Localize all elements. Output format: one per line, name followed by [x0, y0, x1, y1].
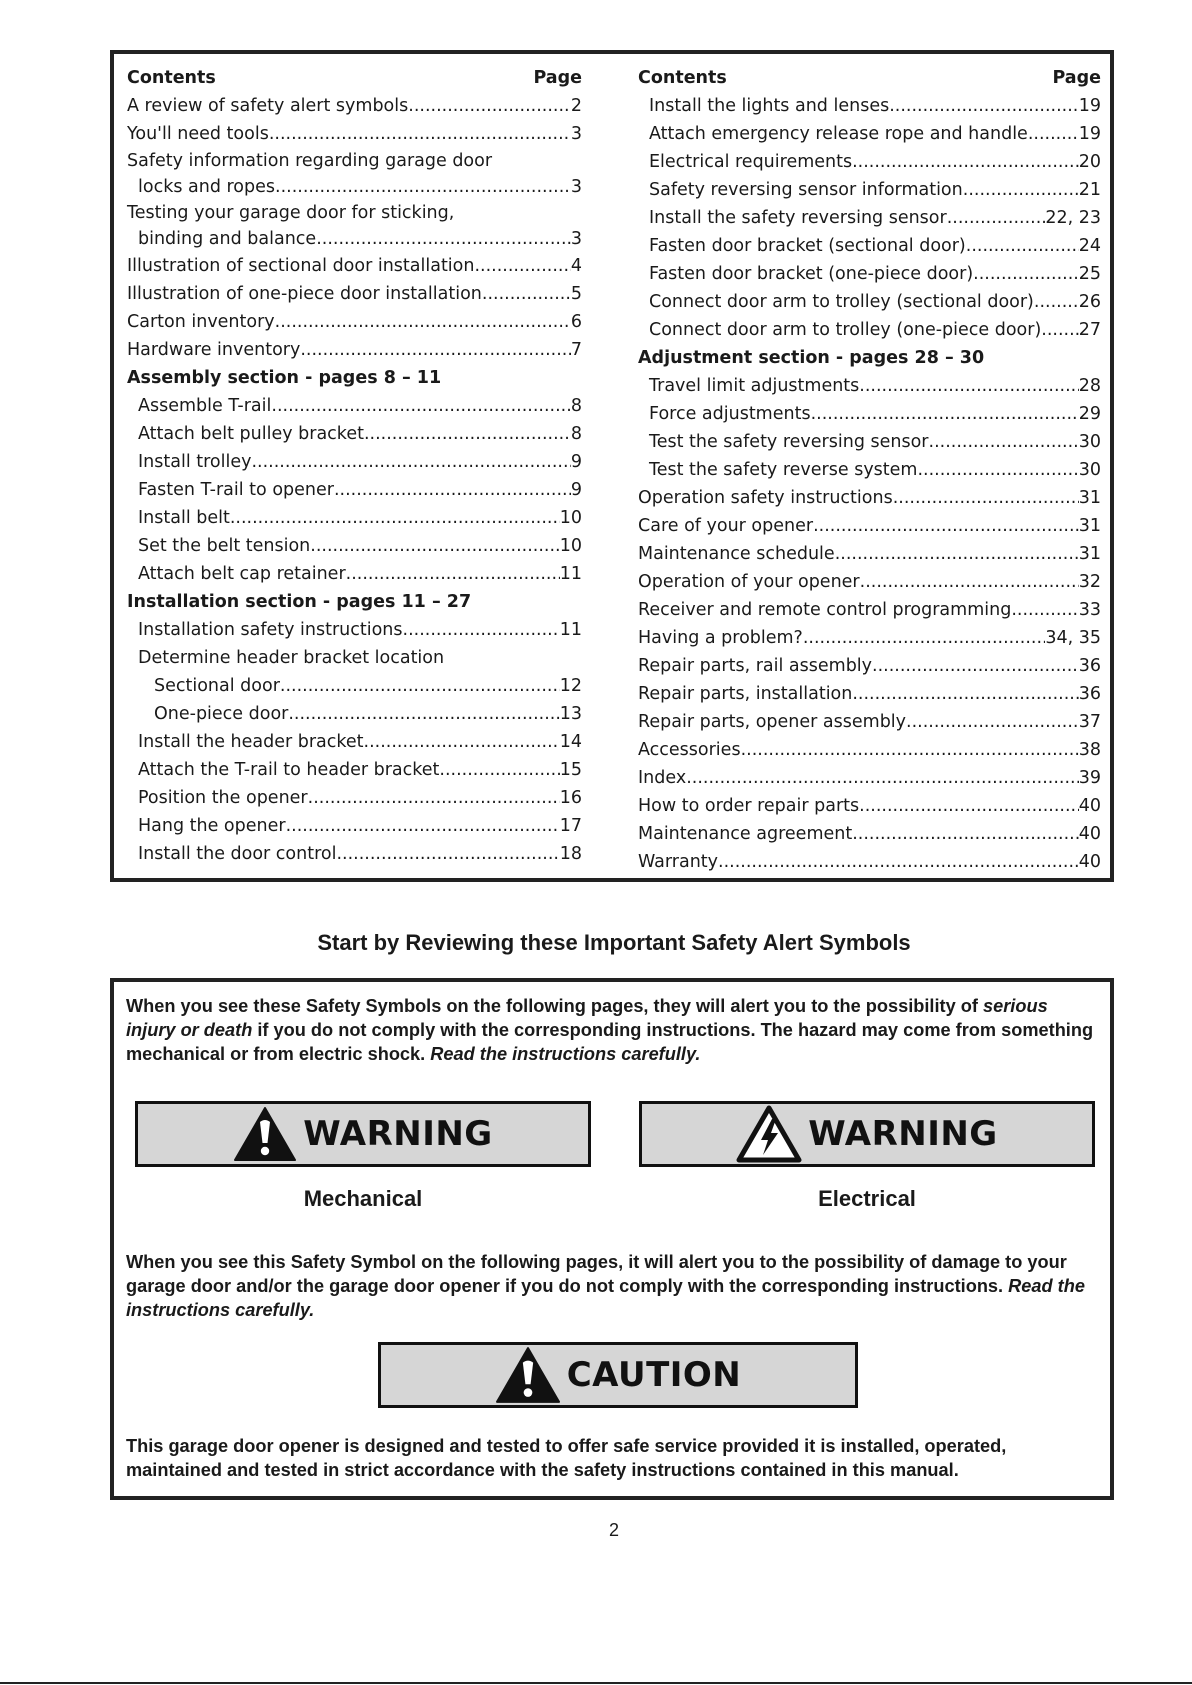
leader-dots	[439, 756, 559, 784]
toc-entry-title: Operation safety instructions	[638, 488, 893, 508]
toc-entry-page: 40	[1078, 824, 1101, 844]
safety-closing-paragraph: This garage door opener is designed and tested to offer safe service provided it is installed, operated, maintained and tested in strict accordance with the safety instructions contained in this manual.	[126, 1436, 1007, 1480]
toc-entry-page: 10	[559, 536, 582, 556]
caution-sign	[378, 1342, 858, 1408]
toc-entry	[127, 756, 582, 784]
contents-heading: Contents	[638, 68, 727, 88]
toc-entry-title: Hardware inventory	[127, 340, 301, 360]
toc-entry-title: Electrical requirements	[649, 152, 853, 172]
toc-entry	[127, 560, 582, 588]
toc-entry-page: 19	[1078, 124, 1101, 144]
toc-entry-page: 10	[559, 508, 582, 528]
toc-entry-page: 8	[570, 424, 582, 444]
toc-entry-page: 7	[570, 340, 582, 360]
toc-entry-page: 14	[559, 732, 582, 752]
leader-dots	[334, 476, 571, 504]
toc-entry	[127, 532, 582, 560]
toc-entry	[638, 652, 1101, 680]
mechanical-label: Mechanical	[303, 1186, 423, 1211]
toc-entry	[127, 812, 582, 840]
toc-entry-title: Attach emergency release rope and handle	[649, 124, 1028, 144]
toc-entry-page: 2	[570, 96, 582, 116]
toc-entry-title-continued: binding and balance	[138, 229, 317, 249]
toc-entry	[638, 120, 1101, 148]
toc-entry-title: Attach belt pulley bracket	[138, 424, 364, 444]
leader-dots	[230, 504, 560, 532]
toc-entry-title: Warranty	[638, 852, 719, 872]
toc-entry	[127, 784, 582, 812]
leader-dots	[300, 336, 571, 364]
leader-dots	[741, 736, 1079, 764]
contents-heading: Contents	[127, 68, 216, 88]
toc-entry	[127, 644, 582, 672]
toc-entry	[127, 252, 582, 280]
toc-entry-page: 29	[1078, 404, 1101, 424]
leader-dots	[947, 204, 1046, 232]
leader-dots	[288, 700, 559, 728]
toc-entry-title: Test the safety reversing sensor	[649, 432, 929, 452]
caution-word: CAUTION	[566, 1355, 742, 1395]
toc-entry	[127, 420, 582, 448]
contents-box	[110, 50, 1114, 882]
leader-dots	[859, 792, 1079, 820]
toc-entry	[638, 372, 1101, 400]
toc-entry-title: Repair parts, installation	[638, 684, 853, 704]
toc-entry-page: 20	[1078, 152, 1101, 172]
leader-dots	[408, 92, 571, 120]
toc-entry-page: 16	[559, 788, 582, 808]
toc-entry	[638, 820, 1101, 848]
toc-entry	[127, 148, 582, 200]
toc-entry-title: Receiver and remote control programming	[638, 600, 1012, 620]
toc-entry-title: Install the header bracket	[138, 732, 364, 752]
toc-entry-page: 37	[1078, 712, 1101, 732]
toc-entry	[638, 764, 1101, 792]
toc-entry-page: 19	[1078, 96, 1101, 116]
leader-dots	[973, 260, 1079, 288]
leader-dots	[718, 848, 1079, 876]
warning-electrical-sign	[639, 1101, 1095, 1167]
toc-entry-title: Hang the opener	[138, 816, 286, 836]
toc-entry-page: 24	[1078, 236, 1101, 256]
toc-entry-title: Install the lights and lenses	[649, 96, 890, 116]
toc-entry	[638, 316, 1101, 344]
toc-entry-page: 26	[1078, 292, 1101, 312]
toc-entry	[127, 392, 582, 420]
toc-entry-title: One-piece door	[154, 704, 289, 724]
toc-entry-title: You'll need tools	[127, 124, 269, 144]
toc-entry	[638, 736, 1101, 764]
page-number: 2	[608, 1520, 619, 1540]
toc-entry-title: Connect door arm to trolley (sectional door)	[649, 292, 1034, 312]
leader-dots	[859, 372, 1078, 400]
toc-entry-title: Install trolley	[138, 452, 252, 472]
leader-dots	[893, 484, 1079, 512]
leader-dots	[286, 812, 560, 840]
toc-entry-title: Installation safety instructions	[138, 620, 403, 640]
toc-entry-title: Travel limit adjustments	[649, 376, 860, 396]
toc-entry	[638, 288, 1101, 316]
toc-entry-page: 28	[1078, 376, 1101, 396]
leader-dots	[1041, 316, 1078, 344]
toc-entry-title: Install belt	[138, 508, 230, 528]
leader-dots	[1028, 120, 1079, 148]
toc-entry	[638, 344, 1101, 372]
leader-dots	[835, 540, 1079, 568]
toc-entry	[638, 484, 1101, 512]
toc-section-heading: Installation section - pages 11 – 27	[127, 592, 472, 612]
leader-dots	[1011, 596, 1078, 624]
toc-entry-title: Carton inventory	[127, 312, 275, 332]
toc-entry-title: Care of your opener	[638, 516, 814, 536]
toc-entry	[127, 308, 582, 336]
toc-entry-page: 34, 35	[1045, 628, 1101, 648]
leader-dots	[482, 280, 571, 308]
leader-dots	[803, 624, 1045, 652]
toc-entry	[638, 540, 1101, 568]
toc-entry-title: Accessories	[638, 740, 741, 760]
page-heading: Page	[533, 68, 582, 88]
leader-dots	[310, 532, 559, 560]
toc-entry	[127, 840, 582, 868]
toc-entry	[638, 848, 1101, 876]
toc-entry-page: 6	[570, 312, 582, 332]
safety-caution-paragraph	[126, 1250, 1101, 1322]
leader-dots	[811, 400, 1079, 428]
toc-entry-page: 5	[570, 284, 582, 304]
toc-entry-page: 38	[1078, 740, 1101, 760]
toc-entry	[638, 204, 1101, 232]
leader-dots	[889, 92, 1079, 120]
toc-entry-title: Attach belt cap retainer	[138, 564, 346, 584]
toc-entry-page: 31	[1078, 544, 1101, 564]
toc-entry	[127, 616, 582, 644]
toc-entry-page: 11	[559, 620, 582, 640]
exclamation-triangle-icon	[233, 1106, 297, 1162]
toc-entry	[638, 512, 1101, 540]
leader-dots	[275, 308, 571, 336]
toc-entry-title: Index	[638, 768, 687, 788]
toc-entry	[127, 364, 582, 392]
leader-dots	[269, 120, 571, 148]
leader-dots	[929, 428, 1079, 456]
safety-intro-paragraph	[126, 994, 1101, 1066]
leader-dots	[403, 616, 560, 644]
leader-dots	[813, 512, 1079, 540]
toc-entry-page: 40	[1078, 852, 1101, 872]
toc-entry-page: 13	[559, 704, 582, 724]
toc-entry-page: 3	[570, 229, 582, 249]
toc-entry-page: 22, 23	[1045, 208, 1101, 228]
leader-dots	[316, 226, 571, 252]
toc-entry-title: Maintenance agreement	[638, 824, 853, 844]
warning-word: WARNING	[808, 1114, 998, 1154]
leader-dots	[275, 174, 571, 200]
toc-entry-page: 15	[559, 760, 582, 780]
toc-entry-page: 9	[570, 480, 582, 500]
para-text: if you do not comply with the corresponding instructions. The hazard may come from something mechanical or from electric shock.	[126, 1020, 1094, 1064]
para-emphasis: Read the instructions carefully.	[126, 1276, 1085, 1320]
toc-entry	[638, 148, 1101, 176]
toc-entry-page: 40	[1078, 796, 1101, 816]
toc-entry	[638, 596, 1101, 624]
toc-entry-title-continued: locks and ropes	[138, 177, 276, 197]
safety-box	[110, 978, 1114, 1500]
toc-entry	[127, 728, 582, 756]
toc-entry	[127, 700, 582, 728]
toc-entry	[638, 624, 1101, 652]
toc-entry-page: 32	[1078, 572, 1101, 592]
toc-entry-title: Position the opener	[138, 788, 308, 808]
toc-entry-page: 21	[1078, 180, 1101, 200]
toc-entry-title: Install the safety reversing sensor	[649, 208, 947, 228]
leader-dots	[1034, 288, 1079, 316]
toc-entry	[127, 448, 582, 476]
toc-entry-page: 8	[570, 396, 582, 416]
contents-header	[638, 64, 1101, 92]
toc-entry	[127, 504, 582, 532]
toc-entry-title: Safety reversing sensor information	[649, 180, 963, 200]
toc-entry-title: Attach the T-rail to header bracket	[138, 760, 440, 780]
lightning-triangle-icon	[736, 1105, 802, 1163]
toc-entry-title: Sectional door	[154, 676, 280, 696]
toc-entry-page: 33	[1078, 600, 1101, 620]
toc-entry	[127, 92, 582, 120]
toc-entry-title: Force adjustments	[649, 404, 811, 424]
toc-entry	[127, 588, 582, 616]
contents-column-right	[638, 64, 1101, 876]
leader-dots	[336, 840, 559, 868]
leader-dots	[872, 652, 1079, 680]
para-emphasis: Read the instructions carefully.	[430, 1044, 701, 1064]
toc-entry-title: Fasten door bracket (sectional door)	[649, 236, 966, 256]
toc-entry	[127, 200, 582, 252]
toc-section-heading: Adjustment section - pages 28 – 30	[638, 348, 985, 368]
leader-dots	[346, 560, 560, 588]
leader-dots	[852, 820, 1079, 848]
toc-entry	[638, 232, 1101, 260]
toc-entry-page: 36	[1078, 684, 1101, 704]
toc-entry-page: 31	[1078, 488, 1101, 508]
electrical-label: Electrical	[818, 1186, 916, 1211]
toc-entry-title: Determine header bracket location	[138, 648, 445, 668]
leader-dots	[860, 568, 1079, 596]
toc-entry-page: 36	[1078, 656, 1101, 676]
toc-entry-title: Operation of your opener	[638, 572, 860, 592]
toc-entry-title: Connect door arm to trolley (one-piece door)	[649, 320, 1042, 340]
leader-dots	[364, 420, 571, 448]
toc-entry	[127, 672, 582, 700]
toc-entry-title: Repair parts, rail assembly	[638, 656, 873, 676]
toc-entry-title: Assemble T-rail	[138, 396, 272, 416]
toc-entry-title: Having a problem?	[638, 628, 803, 648]
toc-entry-title: Set the belt tension	[138, 536, 311, 556]
toc-entry	[638, 428, 1101, 456]
toc-entry	[638, 260, 1101, 288]
leader-dots	[917, 456, 1078, 484]
toc-entry-page: 9	[570, 452, 582, 472]
leader-dots	[251, 448, 570, 476]
para-text: When you see these Safety Symbols on the following pages, they will alert you to the possibility of	[126, 996, 983, 1016]
toc-entry-page: 17	[559, 816, 582, 836]
para-emphasis: serious injury or death	[126, 996, 1048, 1040]
toc-entry-title: Safety information regarding garage door	[127, 151, 493, 171]
toc-entry	[127, 280, 582, 308]
leader-dots	[364, 728, 560, 756]
leader-dots	[474, 252, 570, 280]
leader-dots	[963, 176, 1079, 204]
toc-entry	[127, 476, 582, 504]
toc-entry-page: 3	[570, 124, 582, 144]
toc-entry-title: Test the safety reverse system	[649, 460, 918, 480]
toc-entry-page: 39	[1078, 768, 1101, 788]
toc-entry-page: 3	[570, 177, 582, 197]
toc-entry-title: A review of safety alert symbols	[127, 96, 409, 116]
toc-entry-title: Fasten T-rail to opener	[138, 480, 334, 500]
toc-entry	[638, 568, 1101, 596]
toc-entry-page: 27	[1078, 320, 1101, 340]
leader-dots	[308, 784, 560, 812]
toc-entry-page: 11	[559, 564, 582, 584]
leader-dots	[966, 232, 1079, 260]
leader-dots	[906, 708, 1079, 736]
toc-entry-page: 18	[559, 844, 582, 864]
toc-entry-page: 25	[1078, 264, 1101, 284]
toc-entry-title: Illustration of sectional door installation	[127, 256, 475, 276]
page-heading: Page	[1052, 68, 1101, 88]
toc-entry-page: 12	[559, 676, 582, 696]
toc-entry	[638, 92, 1101, 120]
toc-entry	[638, 680, 1101, 708]
toc-entry-title: How to order repair parts	[638, 796, 860, 816]
leader-dots	[686, 764, 1079, 792]
leader-dots	[852, 680, 1078, 708]
warning-word: WARNING	[303, 1114, 493, 1154]
toc-entry-title: Install the door control	[138, 844, 337, 864]
toc-entry-page: 31	[1078, 516, 1101, 536]
toc-section-heading: Assembly section - pages 8 – 11	[127, 368, 442, 388]
toc-entry	[638, 708, 1101, 736]
leader-dots	[852, 148, 1079, 176]
toc-entry-page: 4	[570, 256, 582, 276]
toc-entry-title: Fasten door bracket (one-piece door)	[649, 264, 974, 284]
leader-dots	[280, 672, 560, 700]
toc-entry	[638, 792, 1101, 820]
warning-mechanical-sign	[135, 1101, 591, 1167]
contents-header	[127, 64, 582, 92]
toc-entry	[638, 456, 1101, 484]
toc-entry	[638, 176, 1101, 204]
toc-entry	[127, 120, 582, 148]
safety-section-title: Start by Reviewing these Important Safety Alert Symbols	[317, 930, 911, 955]
toc-entry-page: 30	[1078, 432, 1101, 452]
leader-dots	[271, 392, 570, 420]
page-bottom-rule	[0, 1682, 1192, 1684]
toc-entry	[127, 336, 582, 364]
toc-entry	[638, 400, 1101, 428]
toc-entry-page: 30	[1078, 460, 1101, 480]
toc-entry-title: Illustration of one-piece door installation	[127, 284, 482, 304]
toc-entry-title: Repair parts, opener assembly	[638, 712, 907, 732]
toc-entry-title: Testing your garage door for sticking,	[127, 203, 455, 223]
exclamation-triangle-icon	[495, 1346, 561, 1404]
para-text: When you see this Safety Symbol on the following pages, it will alert you to the possibility of damage to your garage door and/or the garage door opener if you do not comply with the corresponding instructions.	[126, 1252, 1067, 1296]
contents-column-left	[127, 64, 582, 868]
toc-entry-title: Maintenance schedule	[638, 544, 835, 564]
